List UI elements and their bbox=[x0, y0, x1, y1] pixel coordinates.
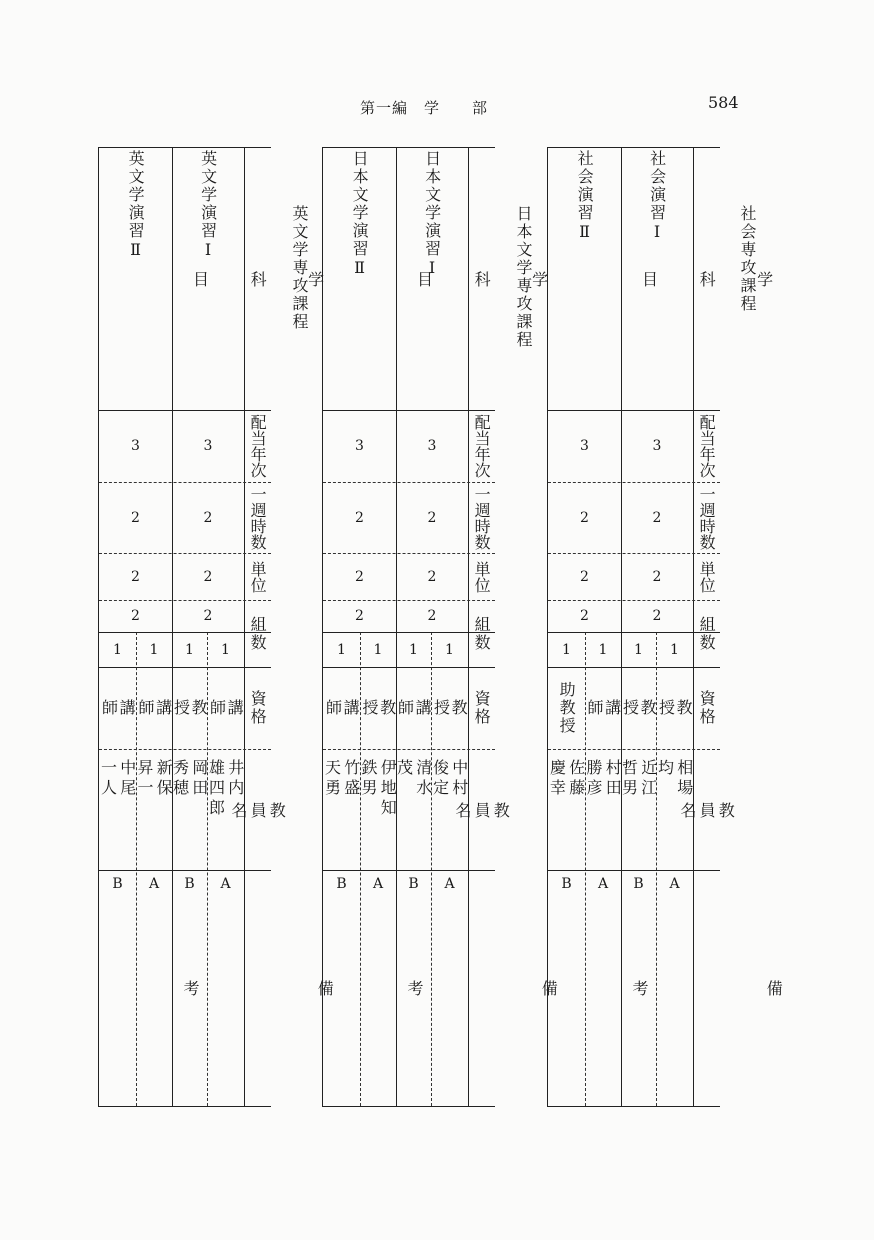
header-year-cell bbox=[244, 410, 271, 482]
header-rank-cell bbox=[693, 667, 720, 749]
section-remark-cell bbox=[621, 870, 656, 1112]
table-caption: 日本文学専攻課程 bbox=[514, 205, 533, 349]
section-remark: B bbox=[336, 876, 347, 892]
hours-value-cell bbox=[396, 482, 468, 553]
section-teacher-cell bbox=[172, 749, 207, 880]
section-teacher-cell bbox=[207, 749, 244, 880]
section-count-cell bbox=[431, 632, 468, 667]
section-count-cell bbox=[99, 632, 136, 667]
section-remark-cell bbox=[585, 870, 621, 1112]
section-count: 1 bbox=[149, 641, 159, 658]
section-rank: 講 師 bbox=[136, 699, 173, 717]
hours-value: 2 bbox=[652, 509, 662, 526]
section-rank: 講 師 bbox=[207, 699, 245, 717]
section-teacher: 井内 雄四郎 bbox=[206, 759, 245, 819]
header-year: 配当年次 bbox=[472, 414, 492, 478]
page-number: 584 bbox=[708, 93, 739, 112]
section-teacher: 中尾 一人 bbox=[98, 759, 137, 799]
section-rank: 教 授 bbox=[656, 699, 694, 717]
header-teacher: 教 員 名 bbox=[452, 801, 511, 818]
section-rank: 講 師 bbox=[395, 699, 433, 717]
hours-value-cell bbox=[323, 482, 396, 553]
year-value-cell bbox=[172, 410, 244, 482]
hours-value-cell bbox=[99, 482, 172, 553]
section-count: 1 bbox=[562, 641, 571, 658]
table-caption: 社会専攻課程 bbox=[738, 205, 757, 313]
groups-value: 2 bbox=[427, 608, 437, 624]
section-count-cell bbox=[656, 632, 693, 667]
header-groups-cell bbox=[693, 600, 720, 667]
year-value-cell bbox=[323, 410, 396, 482]
section-count: 1 bbox=[113, 641, 122, 658]
section-teacher: 清水 茂 bbox=[394, 759, 433, 799]
hours-value: 2 bbox=[131, 509, 140, 526]
units-value-cell bbox=[172, 553, 244, 600]
section-rank: 講 師 bbox=[585, 699, 622, 717]
groups-value: 2 bbox=[203, 608, 213, 624]
header-teacher-cell bbox=[228, 749, 287, 870]
section-rank-cell bbox=[656, 667, 693, 749]
section-rank: 教 授 bbox=[620, 699, 658, 717]
section-rank-cell bbox=[99, 667, 136, 749]
units-value-cell bbox=[548, 553, 621, 600]
section-rank-cell bbox=[585, 667, 621, 749]
header-hours-cell bbox=[693, 482, 720, 553]
year-value: 3 bbox=[203, 438, 213, 454]
section-count-cell bbox=[548, 632, 585, 667]
year-value: 3 bbox=[131, 438, 140, 454]
section-remark-cell bbox=[431, 870, 468, 1112]
section-rank: 教 授 bbox=[171, 699, 209, 717]
year-value-cell bbox=[99, 410, 172, 482]
section-remark: B bbox=[408, 876, 419, 892]
section-rank-cell bbox=[431, 667, 468, 749]
groups-value: 2 bbox=[652, 608, 662, 624]
section-teacher-cell bbox=[431, 749, 468, 880]
section-count-cell bbox=[360, 632, 396, 667]
section-remark-cell bbox=[99, 870, 136, 1112]
hours-value: 2 bbox=[203, 509, 213, 526]
section-remark-cell bbox=[136, 870, 172, 1112]
section-rank-cell bbox=[360, 667, 396, 749]
header-remarks-cell bbox=[180, 870, 335, 1106]
units-value: 2 bbox=[652, 568, 662, 585]
section-remark-cell bbox=[172, 870, 207, 1112]
section-teacher: 村田 勝彦 bbox=[584, 759, 623, 799]
header-remarks-cell bbox=[629, 870, 784, 1106]
header-units: 単位 bbox=[697, 560, 717, 593]
units-value: 2 bbox=[131, 568, 140, 585]
section-rank: 教 授 bbox=[360, 699, 397, 717]
header-rank: 資格 bbox=[248, 690, 268, 726]
header-remarks-cell bbox=[404, 870, 559, 1106]
header-teacher: 教 員 名 bbox=[677, 801, 736, 818]
year-value-cell bbox=[548, 410, 621, 482]
section-rank-cell bbox=[323, 667, 360, 749]
section-teacher-cell bbox=[136, 749, 172, 880]
year-value: 3 bbox=[427, 438, 437, 454]
units-value-cell bbox=[323, 553, 396, 600]
section-count-cell bbox=[396, 632, 431, 667]
header-remarks: 備 考 bbox=[404, 980, 559, 996]
header-groups-cell bbox=[244, 600, 271, 667]
course-name: 英文学演習Ⅰ bbox=[198, 150, 218, 261]
header-subject: 学 科 目 bbox=[639, 271, 774, 287]
header-hours: 一週時数 bbox=[472, 485, 492, 550]
groups-value: 2 bbox=[131, 608, 140, 624]
groups-value-cell bbox=[172, 600, 244, 632]
year-value-cell bbox=[396, 410, 468, 482]
groups-value-cell bbox=[396, 600, 468, 632]
course-name: 英文学演習Ⅱ bbox=[126, 150, 146, 261]
year-value: 3 bbox=[355, 438, 364, 454]
section-rank: 講 師 bbox=[323, 699, 361, 717]
section-rank: 教 授 bbox=[431, 699, 469, 717]
year-value: 3 bbox=[652, 438, 662, 454]
year-value-cell bbox=[621, 410, 693, 482]
units-value: 2 bbox=[203, 568, 213, 585]
course-name: 社会演習Ⅱ bbox=[575, 150, 595, 243]
section-rank: 助教授 bbox=[557, 681, 577, 735]
section-teacher: 岡田 秀穂 bbox=[170, 759, 209, 799]
section-remark: B bbox=[184, 876, 195, 892]
section-remark: A bbox=[220, 876, 231, 892]
section-rank: 講 師 bbox=[99, 699, 137, 717]
section-remark: A bbox=[444, 876, 455, 892]
header-rank: 資格 bbox=[472, 690, 492, 726]
section-count: 1 bbox=[373, 641, 383, 658]
header-units-cell bbox=[468, 553, 495, 600]
section-remark-cell bbox=[207, 870, 244, 1112]
section-count: 1 bbox=[445, 641, 454, 658]
course-name-cell bbox=[99, 148, 172, 412]
section-teacher-cell bbox=[656, 749, 693, 880]
section-remark: B bbox=[633, 876, 644, 892]
section-remark-cell bbox=[323, 870, 360, 1112]
header-groups: 組数 bbox=[472, 615, 492, 652]
header-subject: 学 科 目 bbox=[190, 271, 325, 287]
section-teacher: 新保 昇一 bbox=[135, 759, 174, 799]
section-count-cell bbox=[172, 632, 207, 667]
units-value: 2 bbox=[580, 568, 589, 585]
section-remark: A bbox=[148, 876, 160, 892]
section-count: 1 bbox=[221, 641, 230, 658]
header-teacher-cell bbox=[452, 749, 511, 870]
hours-value: 2 bbox=[355, 509, 364, 526]
course-name-cell bbox=[548, 148, 621, 412]
course-name-cell bbox=[323, 148, 396, 412]
section-teacher-cell bbox=[360, 749, 396, 880]
section-remark-cell bbox=[548, 870, 585, 1112]
section-count-cell bbox=[136, 632, 172, 667]
section-count: 1 bbox=[409, 641, 418, 658]
header-hours-cell bbox=[244, 482, 271, 553]
section-rank-cell bbox=[136, 667, 172, 749]
section-rank-cell bbox=[172, 667, 207, 749]
header-hours-cell bbox=[468, 482, 495, 553]
year-value: 3 bbox=[580, 438, 589, 454]
section-teacher-cell bbox=[323, 749, 360, 880]
units-value-cell bbox=[396, 553, 468, 600]
section-count-cell bbox=[207, 632, 244, 667]
header-units-cell bbox=[693, 553, 720, 600]
section-teacher-cell bbox=[396, 749, 431, 880]
section-teacher-cell bbox=[585, 749, 621, 880]
section-teacher-cell bbox=[548, 749, 585, 880]
section-rank-cell bbox=[548, 667, 585, 749]
section-teacher: 竹盛 天勇 bbox=[322, 759, 361, 799]
header-rank-cell bbox=[468, 667, 495, 749]
groups-value-cell bbox=[99, 600, 172, 632]
units-value: 2 bbox=[355, 568, 364, 585]
section-count: 1 bbox=[185, 641, 194, 658]
groups-value-cell bbox=[323, 600, 396, 632]
groups-value: 2 bbox=[580, 608, 589, 624]
course-name-cell bbox=[396, 148, 468, 412]
header-hours: 一週時数 bbox=[697, 485, 717, 550]
hours-value-cell bbox=[172, 482, 244, 553]
section-count-cell bbox=[323, 632, 360, 667]
section-teacher: 相場 均 bbox=[655, 759, 694, 799]
course-name: 日本文学演習Ⅰ bbox=[422, 150, 442, 279]
course-name: 社会演習Ⅰ bbox=[647, 150, 667, 243]
units-value-cell bbox=[621, 553, 693, 600]
groups-value-cell bbox=[621, 600, 693, 632]
section-count: 1 bbox=[670, 641, 679, 658]
header-rank-cell bbox=[244, 667, 271, 749]
units-value-cell bbox=[99, 553, 172, 600]
hours-value: 2 bbox=[427, 509, 437, 526]
section-teacher: 近江 哲男 bbox=[619, 759, 658, 799]
section-rank-cell bbox=[621, 667, 656, 749]
header-subject: 学 科 目 bbox=[414, 271, 549, 287]
section-remark: B bbox=[561, 876, 572, 892]
section-teacher: 中村 俊定 bbox=[430, 759, 469, 799]
section-remark-cell bbox=[360, 870, 396, 1112]
groups-value: 2 bbox=[355, 608, 364, 624]
section-teacher-cell bbox=[621, 749, 656, 880]
section-rank-cell bbox=[207, 667, 244, 749]
section-count: 1 bbox=[337, 641, 346, 658]
section-remark: A bbox=[669, 876, 680, 892]
hours-value: 2 bbox=[580, 509, 589, 526]
header-year: 配当年次 bbox=[697, 414, 717, 478]
table-caption: 英文学専攻課程 bbox=[290, 205, 309, 331]
hours-value-cell bbox=[548, 482, 621, 553]
section-count-cell bbox=[585, 632, 621, 667]
section-remark-cell bbox=[656, 870, 693, 1112]
header-teacher: 教 員 名 bbox=[228, 801, 287, 818]
header-teacher-cell bbox=[677, 749, 736, 870]
section-count: 1 bbox=[634, 641, 643, 658]
course-name: 日本文学演習Ⅱ bbox=[350, 150, 370, 279]
header-year: 配当年次 bbox=[248, 414, 268, 478]
section-remark-cell bbox=[396, 870, 431, 1112]
section-rank-cell bbox=[396, 667, 431, 749]
section-count-cell bbox=[621, 632, 656, 667]
section-teacher: 佐藤 慶幸 bbox=[547, 759, 586, 799]
header-year-cell bbox=[468, 410, 495, 482]
running-header-title: 第一編 学 部 bbox=[360, 99, 489, 117]
section-teacher: 伊地知 鉄男 bbox=[359, 759, 398, 819]
header-remarks: 備 考 bbox=[629, 980, 784, 996]
header-remarks: 備 考 bbox=[180, 980, 335, 996]
section-count: 1 bbox=[598, 641, 608, 658]
header-units: 単位 bbox=[472, 560, 492, 593]
header-units: 単位 bbox=[248, 560, 268, 593]
groups-value-cell bbox=[548, 600, 621, 632]
section-remark: A bbox=[597, 876, 609, 892]
header-year-cell bbox=[693, 410, 720, 482]
header-groups-cell bbox=[468, 600, 495, 667]
section-remark: B bbox=[112, 876, 123, 892]
header-groups: 組数 bbox=[248, 615, 268, 652]
header-groups: 組数 bbox=[697, 615, 717, 652]
course-name-cell bbox=[621, 148, 693, 412]
hours-value-cell bbox=[621, 482, 693, 553]
section-remark: A bbox=[372, 876, 384, 892]
units-value: 2 bbox=[427, 568, 437, 585]
header-hours: 一週時数 bbox=[248, 485, 268, 550]
header-rank: 資格 bbox=[697, 690, 717, 726]
header-units-cell bbox=[244, 553, 271, 600]
course-name-cell bbox=[172, 148, 244, 412]
section-teacher-cell bbox=[99, 749, 136, 880]
